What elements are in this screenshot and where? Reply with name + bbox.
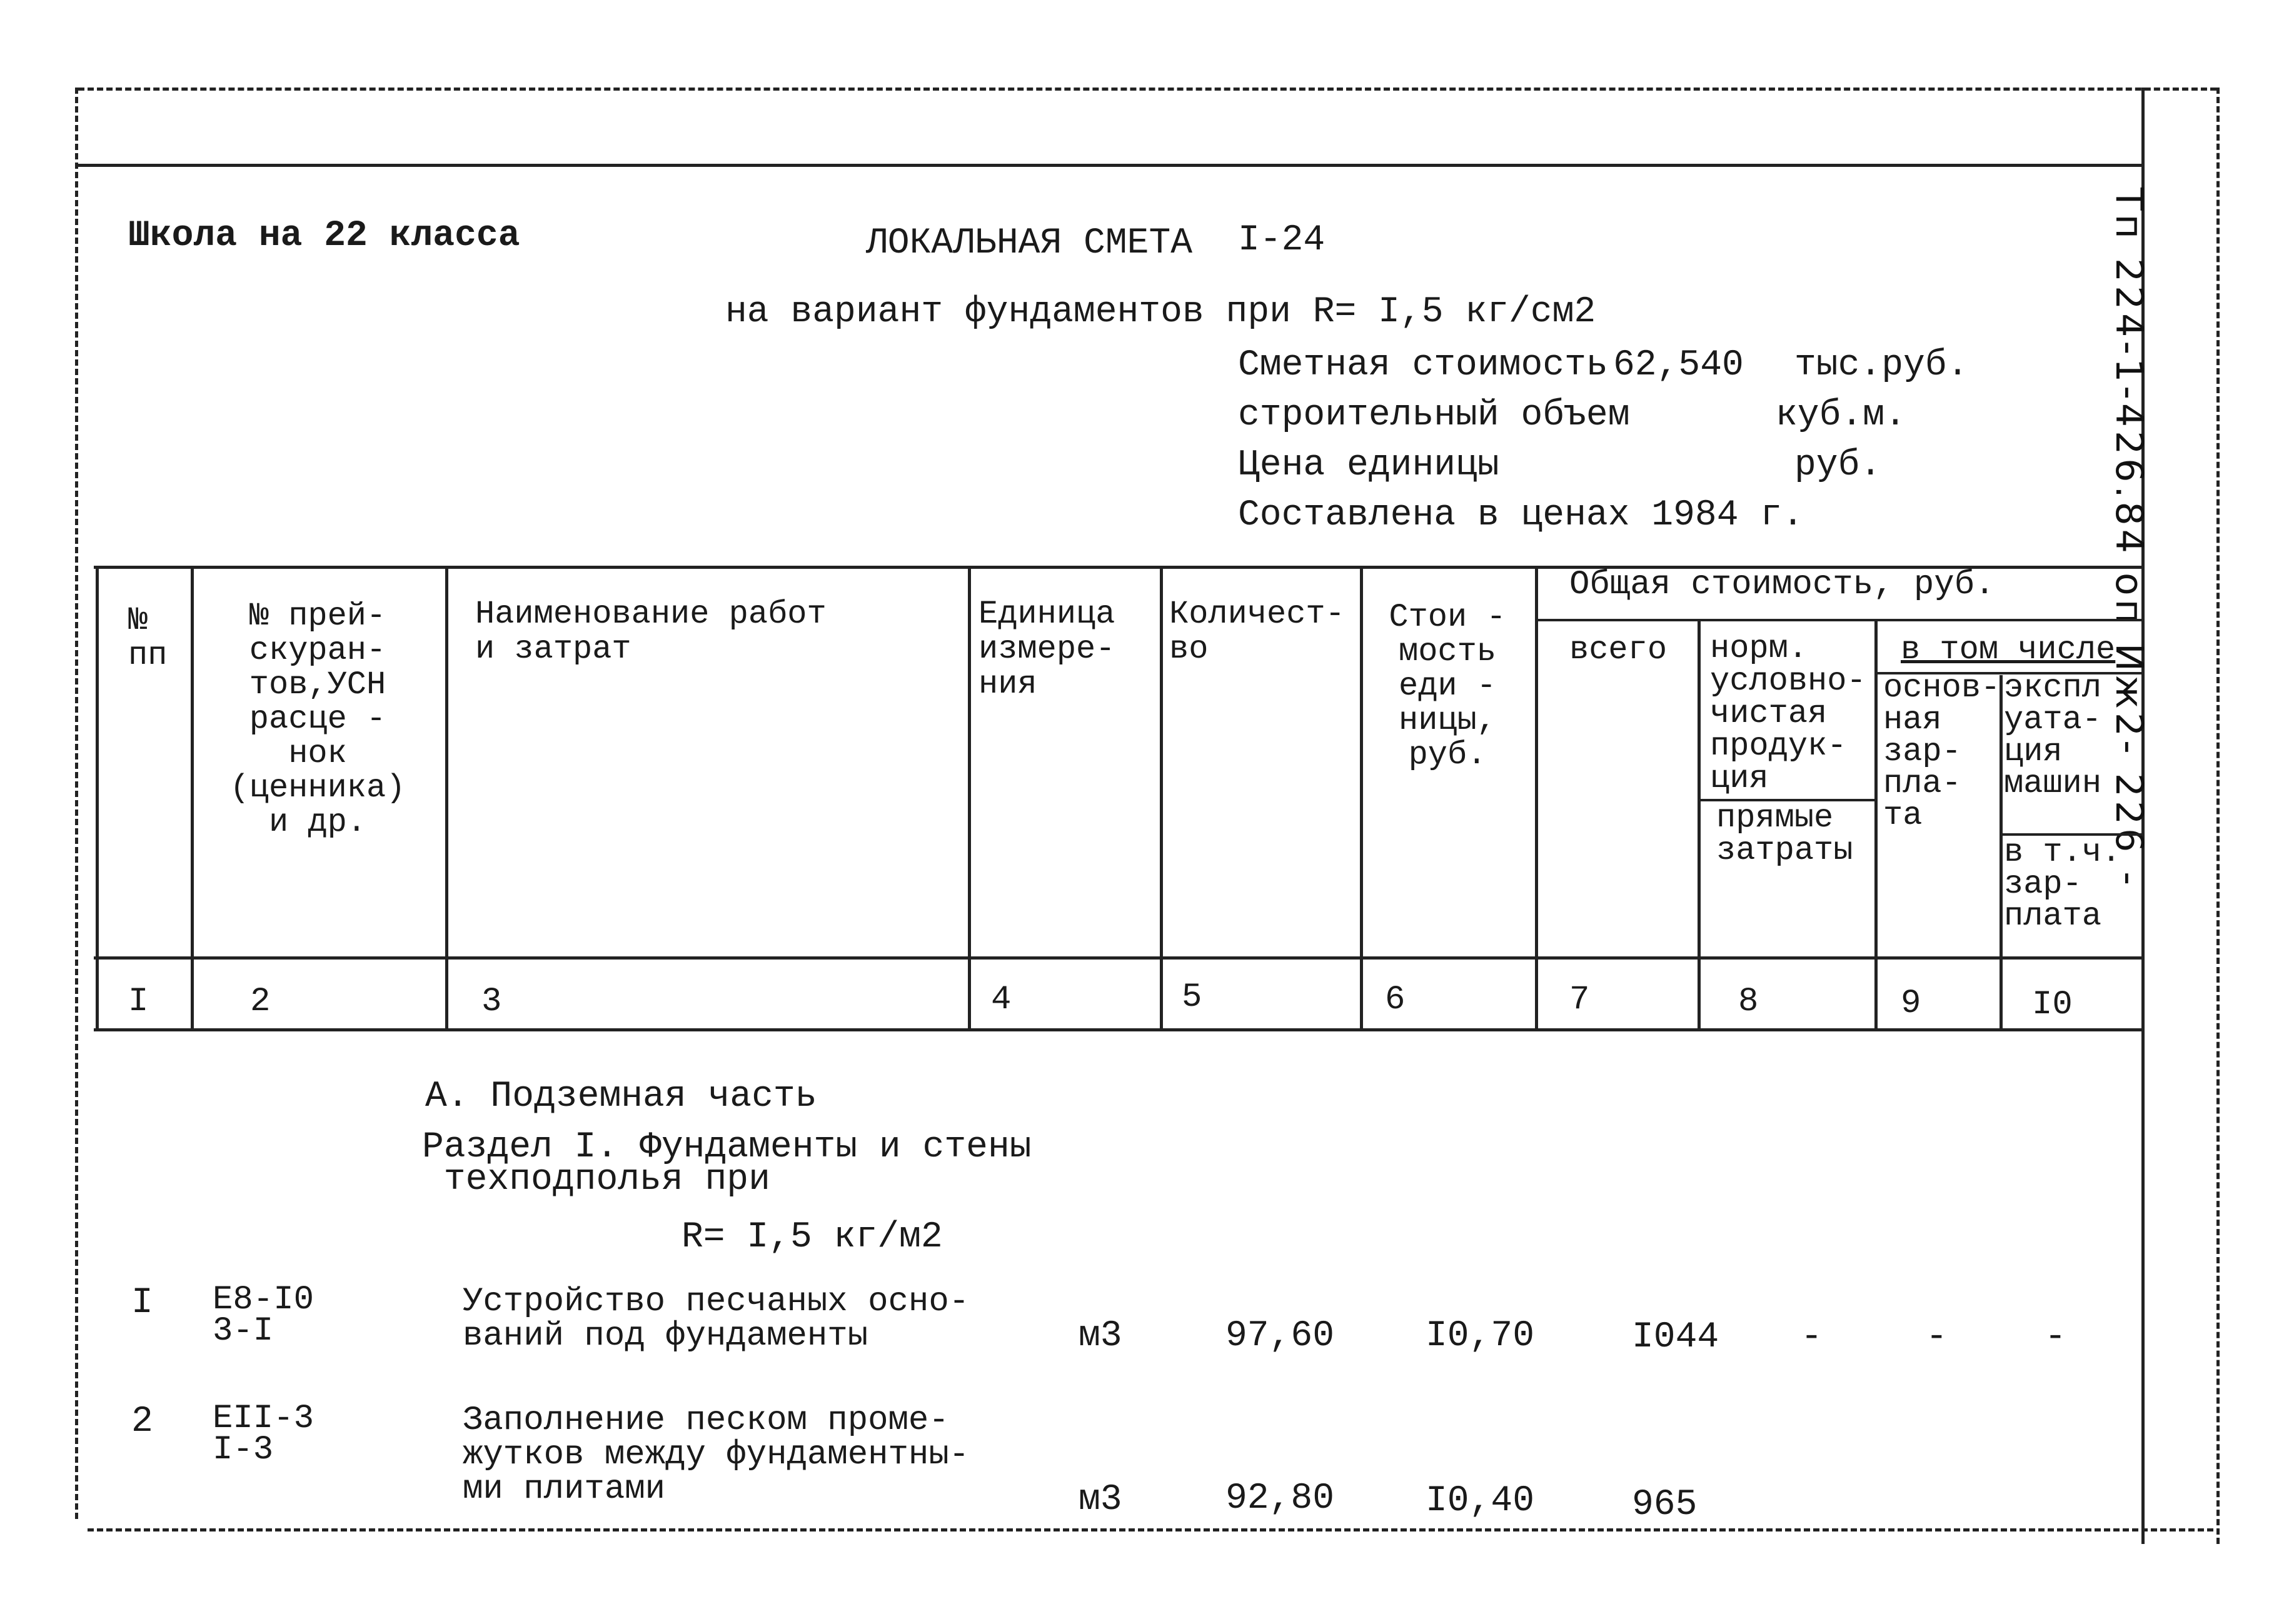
part-title: А. Подземная часть [425,1076,817,1117]
col-line-7 [1698,619,1701,1028]
header-group-incl: в том числе [1901,631,2116,668]
frame-top-line [78,88,2216,91]
col-line-4 [1160,566,1163,1028]
frame-bottom-line [88,1528,2213,1531]
group-total-line [1535,619,2141,621]
row-1-c8: - [1801,1317,1823,1358]
section-param: R= I,5 кг/м2 [682,1217,943,1258]
side-stamp: Тп 224-1-426.84 оп Иж2- 226 - [2107,188,2151,890]
col-line-0 [96,566,99,1028]
col-line-3 [968,566,971,1028]
column-number-2: 2 [250,983,271,1021]
row-1-name: Устройство песчаных осно- ваний под фундаменты [463,1283,970,1355]
column-number-5: 5 [1182,978,1202,1016]
row-2-unit: м3 [1079,1480,1122,1520]
header-col-10-bottom: в т.ч. зар- плата [2004,834,2121,935]
document-number: I-24 [1238,220,1326,261]
column-number-7: 7 [1569,981,1590,1019]
row-2-price: I0,40 [1426,1481,1535,1521]
row-2-code: ЕII-3 I-3 [213,1400,314,1469]
row-2-name: Заполнение песком проме- жутков между фундаментны- ми плитами [463,1401,970,1508]
table-numbers-bottom-line [94,1028,2141,1031]
header-col-8-top: норм. условно- чистая продук- ция [1710,630,1866,797]
header-col-9: основ- ная зар- пла- та [1883,669,2001,834]
row-2-total: 965 [1632,1485,1698,1525]
row-1-unit: м3 [1079,1316,1122,1356]
row-1-qty: 97,60 [1225,1316,1335,1356]
header-col-4: Единица измере- ния [978,596,1115,703]
row-1-c10: - [2045,1317,2066,1358]
document-subtitle: на вариант фундаментов при R= I,5 кг/см2 [725,292,1596,333]
document-type: ЛОКАЛЬНАЯ СМЕТА [866,223,1193,264]
header-col-2: № прей- скуран- тов,УСН расце - нок (ценника) и др. [229,598,406,841]
frame-header-line [78,164,2141,167]
row-2-num: 2 [131,1401,153,1442]
header-col-5: Количест- во [1169,596,1345,668]
header-col-3: Наименование работ и затрат [475,596,827,668]
row-2-qty: 92,80 [1225,1478,1335,1519]
table-header-bottom-line [94,956,2141,960]
col-line-8 [1874,619,1878,1028]
col-line-5 [1360,566,1363,1028]
header-col-10-top: экспл уата- ция машин [2004,669,2102,802]
row-1-c9: - [1926,1317,1948,1358]
info-unit-volume: куб.м. [1776,395,1906,436]
row-1-code: Е8-I0 3-I [213,1281,314,1350]
info-prices-year: Составлена в ценах 1984 г. [1238,495,1804,536]
object-title: Школа на 22 класса [128,216,520,256]
frame-right-line [2216,88,2220,1544]
section-title: Раздел I. Фундаменты и стены техподполья при [422,1127,1032,1200]
column-number-8: 8 [1738,983,1759,1021]
info-label-unit-price: Цена единицы [1238,445,1499,486]
header-col-6: Стои - мость еди - ницы, руб. [1389,599,1506,773]
column-number-9: 9 [1901,985,1921,1023]
info-unit-unit-price: руб. [1794,445,1882,486]
row-1-total: I044 [1632,1317,1719,1358]
info-label-volume: строительный объем [1238,395,1630,436]
info-value-cost: 62,540 [1613,345,1744,386]
row-1-price: I0,70 [1426,1316,1535,1356]
row-1-num: I [131,1283,153,1323]
column-number-3: 3 [481,983,502,1021]
column-number-1: I [128,983,149,1021]
header-col-8-bottom: прямые затраты [1716,799,1853,869]
col-line-1 [191,566,194,1028]
col-line-6 [1535,566,1538,1028]
column-number-6: 6 [1385,981,1406,1019]
column-number-4: 4 [991,981,1012,1019]
header-group-total: Общая стоимость, руб. [1569,566,1995,604]
column-number-10: I0 [2032,986,2073,1024]
info-unit-cost: тыс.руб. [1794,345,1969,386]
header-col-1: № пп [128,602,168,674]
header-col-7: всего [1569,631,1668,668]
info-label-cost: Сметная стоимость [1238,345,1608,386]
col-line-2 [445,566,448,1028]
frame-left-line [75,88,78,1519]
